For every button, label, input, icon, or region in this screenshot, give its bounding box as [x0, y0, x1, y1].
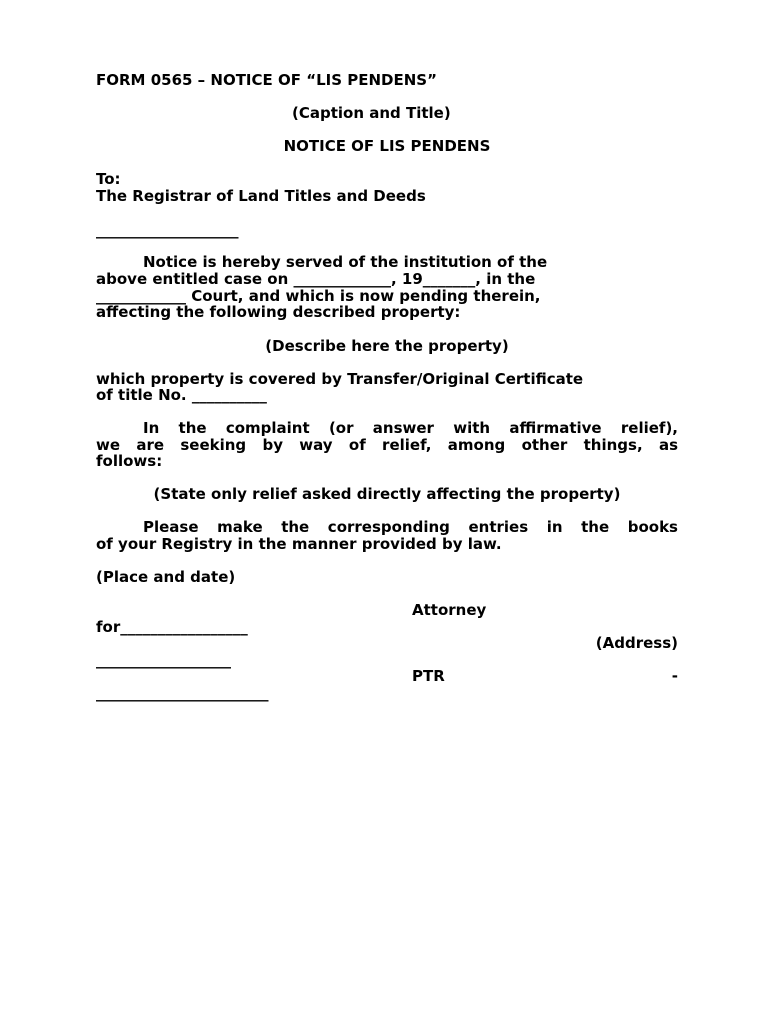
para3-line1: In the complaint (or answer with affirmative relief), [143, 419, 678, 437]
para2-line1: which property is covered by Transfer/Original Certificate [96, 370, 584, 388]
attorney-label: Attorney [412, 601, 487, 619]
para1-line1: Notice is hereby served of the institution of the [143, 253, 548, 271]
para4-line1: Please make the corresponding entries in the books [143, 518, 678, 536]
para3-line3: follows: [96, 452, 163, 470]
place-and-date: (Place and date) [96, 568, 236, 586]
attorney-for-line: for_________________ [96, 618, 248, 636]
relief-placeholder: (State only relief asked directly affecting the property) [153, 485, 621, 503]
form-heading: FORM 0565 – NOTICE OF “LIS PENDENS” [96, 71, 437, 89]
ptr-blank-line: _______________________ [96, 684, 269, 702]
property-placeholder: (Describe here the property) [265, 337, 509, 355]
para4-line2: of your Registry in the manner provided by law. [96, 535, 502, 553]
address-blank-line: __________________ [96, 651, 231, 669]
address-label: (Address) [595, 634, 678, 652]
blank-line: ___________________ [96, 221, 239, 239]
para2-line2: of title No. __________ [96, 386, 267, 404]
ptr-label: PTR [412, 667, 445, 685]
para3-line2: we are seeking by way of relief, among other things, as [96, 436, 678, 454]
caption-placeholder: (Caption and Title) [292, 104, 451, 122]
to-label: To: [96, 170, 121, 188]
para1-line2: above entitled case on _____________, 19_______, in the [96, 270, 536, 288]
para1-line4: affecting the following described property: [96, 303, 461, 321]
addressee: The Registrar of Land Titles and Deeds [96, 187, 426, 205]
ptr-dash: - [671, 667, 678, 685]
document-title: NOTICE OF LIS PENDENS [283, 137, 491, 155]
para1-line3: ____________ Court, and which is now pending therein, [96, 287, 541, 305]
